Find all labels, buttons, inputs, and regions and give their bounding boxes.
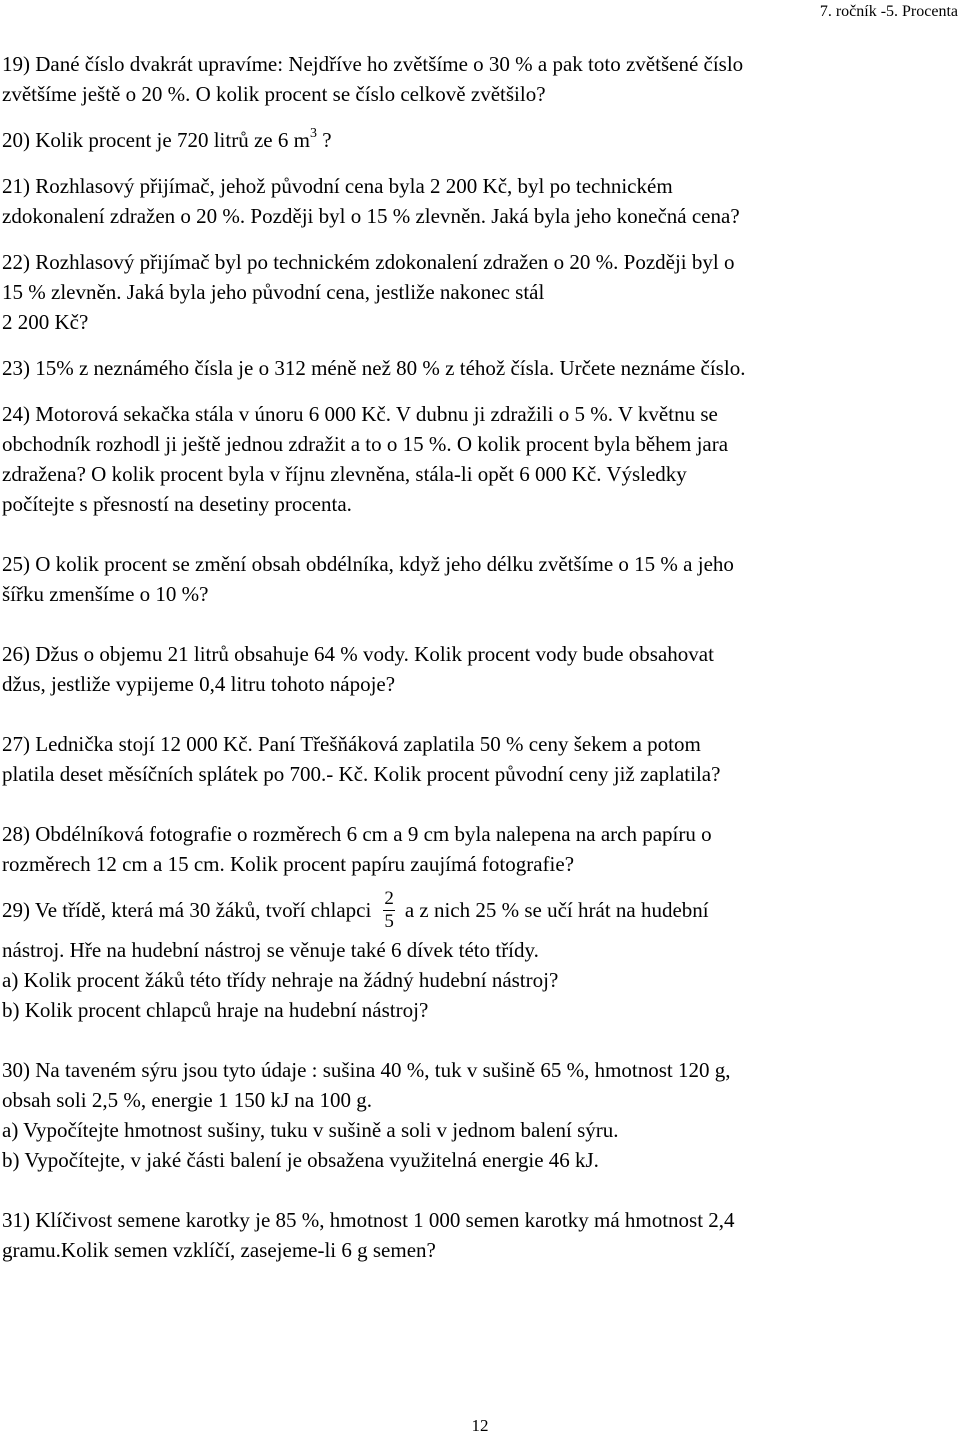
problem-24 — [2, 399, 952, 519]
problem-line: rozměrech 12 cm a 15 cm. Kolik procent papíru zaujímá fotografie? — [2, 852, 575, 876]
problem-line — [2, 885, 952, 935]
problem-line: 2 200 Kč? — [2, 310, 89, 334]
problem-line: 21) Rozhlasový přijímač, jehož původní cena byla 2 200 Kč, byl po technickém — [2, 174, 673, 198]
problem-list — [2, 49, 952, 1265]
problem-21 — [2, 171, 952, 231]
problem-line: 27) Lednička stojí 12 000 Kč. Paní Třešňáková zaplatila 50 % ceny šekem a potom — [2, 732, 701, 756]
problem-line: a) Vypočítejte hmotnost sušiny, tuku v sušině a soli v jednom balení sýru. — [2, 1118, 619, 1142]
page-header: 7. ročník -5. Procenta — [819, 3, 958, 20]
fraction — [383, 888, 395, 933]
problem-line: 30) Na taveném sýru jsou tyto údaje : sušina 40 %, tuk v sušině 65 %, hmotnost 120 g, — [2, 1058, 731, 1082]
problem-line: zdražena? O kolik procent byla v říjnu zlevněna, stála-li opět 6 000 Kč. Výsledky — [2, 462, 687, 486]
spacer — [2, 109, 952, 125]
problem-line: b) Vypočítejte, v jaké části balení je obsažena využitelná energie 46 kJ. — [2, 1148, 599, 1172]
problem-27 — [2, 729, 952, 789]
problem-text: a z nich 25 % se učí hrát na hudební — [404, 898, 709, 922]
problem-text: 29) Ve třídě, která má 30 žáků, tvoří chlapci — [2, 898, 372, 922]
spacer — [2, 337, 952, 353]
spacer — [2, 609, 952, 639]
problem-text: ? — [316, 128, 332, 152]
problem-22 — [2, 247, 952, 337]
problem-text: 20) Kolik procent je 720 litrů ze 6 m — [2, 128, 310, 152]
problem-line: 23) 15% z neznámého čísla je o 312 méně než 80 % z téhož čísla. Určete neznáme číslo. — [2, 356, 746, 380]
exponent: 3 — [309, 126, 317, 141]
spacer — [2, 1175, 952, 1205]
spacer — [2, 699, 952, 729]
problem-20 — [2, 125, 952, 155]
problem-26 — [2, 639, 952, 699]
problem-29 — [2, 885, 952, 1025]
problem-line: 19) Dané číslo dvakrát upravíme: Nejdříve ho zvětšíme o 30 % a pak toto zvětšené číslo — [2, 52, 744, 76]
problem-line: zvětšíme ještě o 20 %. O kolik procent se číslo celkově zvětšilo? — [2, 82, 546, 106]
problem-25 — [2, 549, 952, 609]
problem-19 — [2, 49, 952, 109]
fraction-numerator: 2 — [384, 887, 394, 909]
problem-line: b) Kolik procent chlapců hraje na hudební nástroj? — [2, 998, 429, 1022]
spacer — [2, 155, 952, 171]
problem-line: 26) Džus o objemu 21 litrů obsahuje 64 % vody. Kolik procent vody bude obsahovat — [2, 642, 714, 666]
problem-31 — [2, 1205, 952, 1265]
spacer — [2, 1025, 952, 1055]
problem-line: počítejte s přesností na desetiny procenta. — [2, 492, 352, 516]
problem-line: zdokonalení zdražen o 20 %. Později byl o 15 % zlevněn. Jaká byla jeho konečná cena? — [2, 204, 740, 228]
problem-30 — [2, 1055, 952, 1175]
problem-line: obsah soli 2,5 %, energie 1 150 kJ na 100 g. — [2, 1088, 372, 1112]
problem-line: a) Kolik procent žáků této třídy nehraje na žádný hudební nástroj? — [2, 968, 559, 992]
problem-line — [2, 125, 952, 155]
problem-line: 15 % zlevněn. Jaká byla jeho původní cena, jestliže nakonec stál — [2, 280, 545, 304]
spacer — [2, 383, 952, 399]
page-number: 12 — [471, 1416, 489, 1435]
problem-line: šířku zmenšíme o 10 %? — [2, 582, 209, 606]
problem-line: 22) Rozhlasový přijímač byl po technickém zdokonalení zdražen o 20 %. Později byl o — [2, 250, 735, 274]
problem-line: 31) Klíčivost semene karotky je 85 %, hmotnost 1 000 semen karotky má hmotnost 2,4 — [2, 1208, 735, 1232]
problem-line: 25) O kolik procent se změní obsah obdélníka, když jeho délku zvětšíme o 15 % a jeho — [2, 552, 734, 576]
problem-line: 24) Motorová sekačka stála v únoru 6 000 Kč. V dubnu ji zdražili o 5 %. V květnu se — [2, 402, 718, 426]
problem-line: 28) Obdélníková fotografie o rozměrech 6 cm a 9 cm byla nalepena na arch papíru o — [2, 822, 712, 846]
problem-line: džus, jestliže vypijeme 0,4 litru tohoto nápoje? — [2, 672, 396, 696]
problem-line: gramu.Kolik semen vzklíčí, zasejeme-li 6 g semen? — [2, 1238, 436, 1262]
spacer — [2, 789, 952, 819]
spacer — [2, 231, 952, 247]
problem-line: nástroj. Hře na hudební nástroj se věnuje také 6 dívek této třídy. — [2, 938, 539, 962]
problem-line: obchodník rozhodl ji ještě jednou zdražit a to o 15 %. O kolik procent byla během jara — [2, 432, 729, 456]
problem-23 — [2, 353, 952, 383]
spacer — [2, 519, 952, 549]
fraction-denominator: 5 — [384, 910, 394, 932]
problem-line: platila deset měsíčních splátek po 700.- Kč. Kolik procent původní ceny již zaplatila? — [2, 762, 721, 786]
problem-28 — [2, 819, 952, 879]
